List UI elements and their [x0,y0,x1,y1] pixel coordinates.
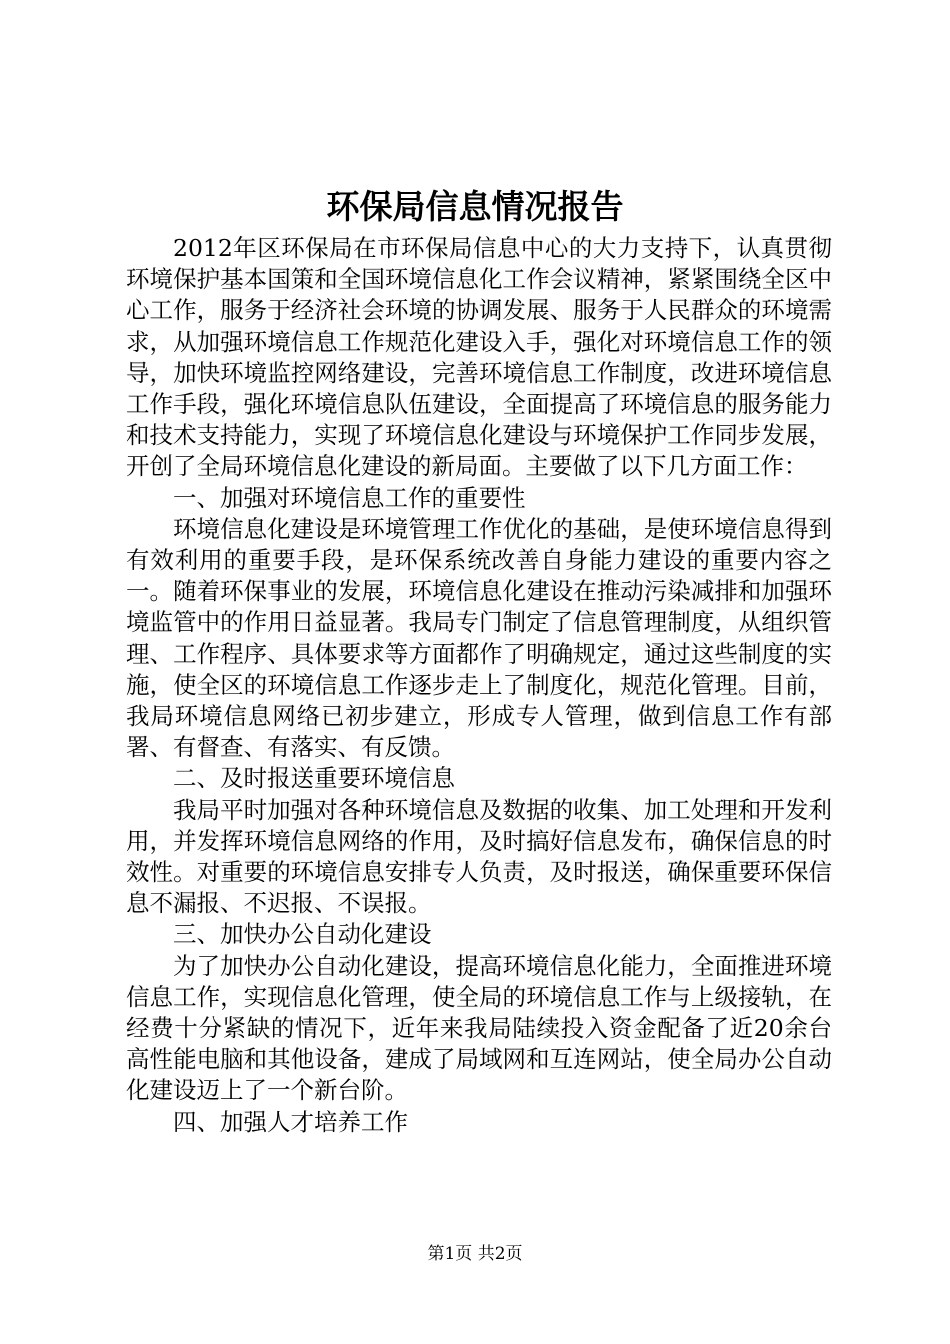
section-heading-4: 四、加强人才培养工作 [173,1107,408,1136]
paragraph-section-2: 我局平时加强对各种环境信息及数据的收集、加工处理和开发利用，并发挥环境信息网络的作用，及时搞好信息发布，确保信息的时效性。对重要的环境信息安排专人负责，及时报送，确保重要环保信息不漏报、不迟报、不误报。 [126,795,832,918]
paragraph-section-1: 环境信息化建设是环境管理工作优化的基础，是使环境信息得到有效利用的重要手段，是环保系统改善自身能力建设的重要内容之一。随着环保事业的发展，环境信息化建设在推动污染减排和加强环境监管中的作用日益显著。我局专门制定了信息管理制度，从组织管理、工作程序、具体要求等方面都作了明确规定，通过这些制度的实施，使全区的环境信息工作逐步走上了制度化，规范化管理。目前，我局环境信息网络已初步建立，形成专人管理，做到信息工作有部署、有督查、有落实、有反馈。 [126,514,832,762]
section-heading-2: 二、及时报送重要环境信息 [173,764,455,793]
section-heading-3: 三、加快办公自动化建设 [173,920,432,949]
paragraph-section-3: 为了加快办公自动化建设，提高环境信息化能力，全面推进环境信息工作，实现信息化管理，使全局的环境信息工作与上级接轨，在经费十分紧缺的情况下，近年来我局陆续投入资金配备了近20余台高性能电脑和其他设备，建成了局域网和互连网站，使全局办公自动化建设迈上了一个新台阶。 [126,951,832,1105]
document-body [126,233,832,1138]
paragraph-intro: 2012年区环保局在市环保局信息中心的大力支持下，认真贯彻环境保护基本国策和全国环境信息化工作会议精神，紧紧围绕全区中心工作，服务于经济社会环境的协调发展、服务于人民群众的环境需求，从加强环境信息工作规范化建设入手，强化对环境信息工作的领导，加快环境监控网络建设，完善环境信息工作制度，改进环境信息工作手段，强化环境信息队伍建设，全面提高了环境信息的服务能力和技术支持能力，实现了环境信息化建设与环境保护工作同步发展，开创了全局环境信息化建设的新局面。主要做了以下几方面工作： [126,234,832,481]
document-title: 环保局信息情况报告 [326,187,624,226]
section-heading-1: 一、加强对环境信息工作的重要性 [173,483,526,512]
page-number-footer: 第1页 共2页 [427,1244,523,1264]
